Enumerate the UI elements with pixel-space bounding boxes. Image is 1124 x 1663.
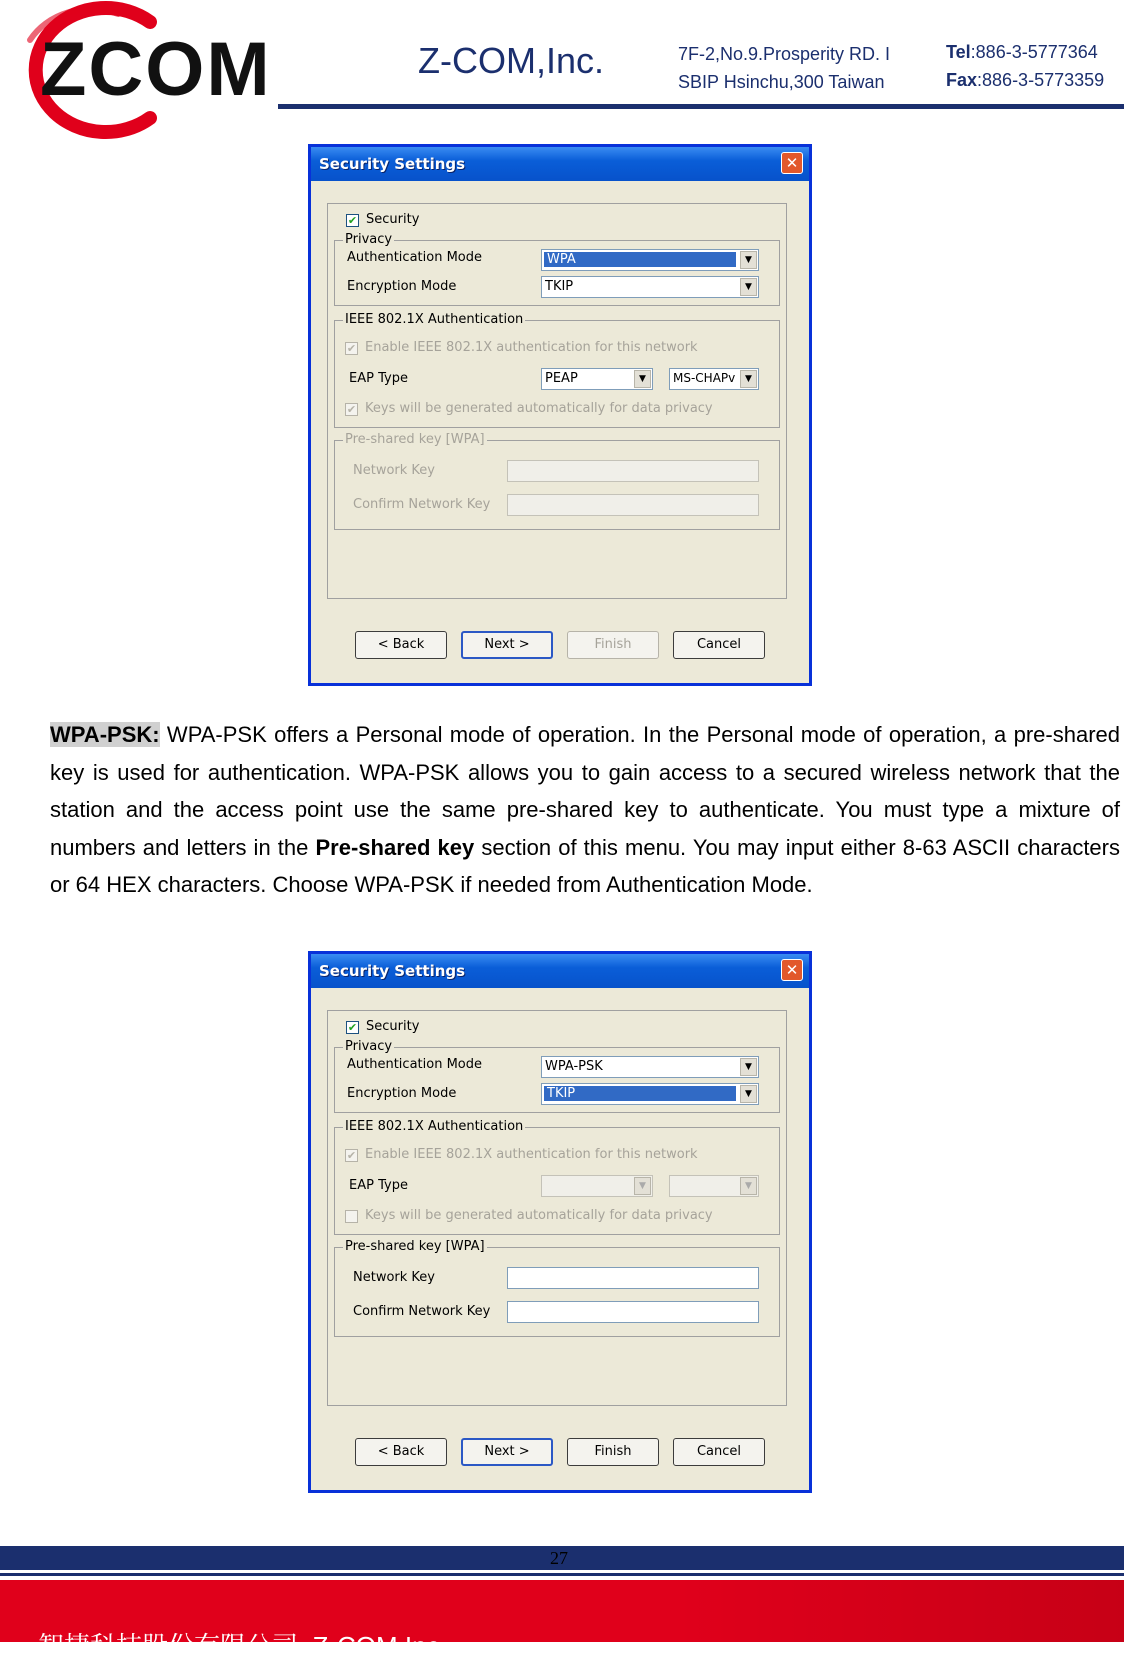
- footer-red-band: [0, 1580, 1124, 1661]
- chevron-down-icon[interactable]: ▼: [634, 1177, 651, 1195]
- address-line-2: SBIP Hsinchu,300 Taiwan: [678, 72, 885, 92]
- close-icon[interactable]: ✕: [781, 152, 803, 174]
- keys-auto-checkbox[interactable]: [345, 1210, 358, 1223]
- cancel-button[interactable]: Cancel: [673, 1438, 765, 1466]
- encryption-mode-label: Encryption Mode: [347, 279, 457, 294]
- finish-button[interactable]: Finish: [567, 1438, 659, 1466]
- company-contact: [946, 38, 1104, 94]
- encryption-mode-select[interactable]: TKIP ▼: [541, 1083, 759, 1105]
- company-address: [678, 40, 890, 96]
- next-button[interactable]: Next >: [461, 1438, 553, 1466]
- eap-type-select[interactable]: [541, 1175, 653, 1197]
- security-label: Security: [366, 1019, 420, 1034]
- security-checkbox[interactable]: ✔: [347, 1021, 358, 1034]
- footer-rule: [0, 1573, 1124, 1576]
- security-settings-dialog-wpa-psk: [308, 951, 812, 1493]
- company-name: Z-COM,Inc.: [418, 40, 604, 81]
- privacy-group: [334, 1039, 780, 1113]
- security-label: Security: [366, 212, 420, 227]
- psk-legend: Pre-shared key [WPA]: [345, 432, 485, 447]
- privacy-legend: Privacy: [345, 1039, 393, 1054]
- settings-panel: [327, 1010, 787, 1406]
- encryption-mode-label: Encryption Mode: [347, 1086, 457, 1101]
- chevron-down-icon[interactable]: ▼: [740, 370, 757, 388]
- enable-ieee-label: Enable IEEE 802.1X authentication for this network: [365, 340, 698, 355]
- chevron-down-icon[interactable]: ▼: [740, 1058, 757, 1076]
- header-divider: [278, 104, 1124, 109]
- keys-auto-label: Keys will be generated automatically for data privacy: [365, 401, 713, 416]
- encryption-mode-select[interactable]: TKIP ▼: [541, 276, 759, 298]
- enable-ieee-checkbox[interactable]: ✔: [346, 342, 357, 355]
- auth-mode-select[interactable]: WPA-PSK ▼: [541, 1056, 759, 1078]
- back-button[interactable]: < Back: [355, 631, 447, 659]
- cancel-button[interactable]: Cancel: [673, 631, 765, 659]
- confirm-key-input[interactable]: [507, 1301, 759, 1323]
- ieee-legend: IEEE 802.1X Authentication: [345, 312, 524, 327]
- privacy-legend: Privacy: [345, 232, 393, 247]
- tel-line: Tel:886-3-5777364: [946, 42, 1098, 62]
- settings-panel: [327, 203, 787, 599]
- chevron-down-icon[interactable]: ▼: [740, 1177, 757, 1195]
- eap-inner-select[interactable]: [669, 1175, 759, 1197]
- dialog-title: Security Settings: [319, 962, 466, 980]
- ieee-8021x-group: [334, 312, 780, 428]
- keys-auto-label: Keys will be generated automatically for data privacy: [365, 1208, 713, 1223]
- address-line-1: 7F-2,No.9.Prosperity RD. I: [678, 44, 891, 64]
- network-key-input[interactable]: [507, 460, 759, 482]
- back-button[interactable]: < Back: [355, 1438, 447, 1466]
- chevron-down-icon[interactable]: ▼: [740, 251, 757, 269]
- dialog-titlebar: [311, 954, 809, 988]
- ieee-legend: IEEE 802.1X Authentication: [345, 1119, 524, 1134]
- enable-ieee-checkbox[interactable]: ✔: [346, 1149, 357, 1162]
- confirm-key-input[interactable]: [507, 494, 759, 516]
- auth-mode-label: Authentication Mode: [347, 250, 482, 265]
- footer-company: 智捷科技股份有限公司 Z-COM,Inc.: [38, 1631, 447, 1661]
- auth-mode-label: Authentication Mode: [347, 1057, 482, 1072]
- zcom-logo-text: ZCOM: [40, 27, 272, 112]
- privacy-group: [334, 232, 780, 306]
- network-key-label: Network Key: [353, 1270, 435, 1285]
- eap-type-label: EAP Type: [349, 1178, 408, 1193]
- close-icon[interactable]: ✕: [781, 959, 803, 981]
- chevron-down-icon[interactable]: ▼: [740, 278, 757, 296]
- wpa-psk-description: WPA-PSK: WPA-PSK offers a Personal mode of operation. In the Personal mode of operation, a pre-shared key is used for authentication. WPA-PSK allows you to gain access to a secured wireless network that the station and the access point use the same pre-shared key to authenticate. You must type a mixture of numbers and letters in the Pre-shared key section of this menu. You may input either 8-63 ASCII characters or 64 HEX characters. Choose WPA-PSK if needed from Authentication Mode.: [50, 722, 1120, 897]
- security-settings-dialog-wpa: [308, 144, 812, 686]
- eap-type-select[interactable]: PEAP ▼: [541, 368, 653, 390]
- pre-shared-key-emphasis: Pre-shared key: [315, 834, 475, 860]
- finish-button[interactable]: Finish: [567, 631, 659, 659]
- confirm-key-label: Confirm Network Key: [353, 497, 491, 512]
- ieee-8021x-group: [334, 1119, 780, 1235]
- psk-group: [334, 432, 780, 530]
- enable-ieee-label: Enable IEEE 802.1X authentication for this network: [365, 1147, 698, 1162]
- network-key-input[interactable]: [507, 1267, 759, 1289]
- dialog-titlebar: [311, 147, 809, 181]
- network-key-label: Network Key: [353, 463, 435, 478]
- chevron-down-icon[interactable]: ▼: [634, 370, 651, 388]
- page-number: 27: [550, 1548, 568, 1568]
- chevron-down-icon[interactable]: ▼: [740, 1085, 757, 1103]
- confirm-key-label: Confirm Network Key: [353, 1304, 491, 1319]
- page-header: [0, 0, 1124, 140]
- wpa-psk-term: WPA-PSK:: [50, 722, 160, 747]
- psk-group: [334, 1239, 780, 1337]
- dialog-title: Security Settings: [319, 155, 466, 173]
- security-checkbox[interactable]: ✔: [347, 214, 358, 227]
- next-button[interactable]: Next >: [461, 631, 553, 659]
- keys-auto-checkbox[interactable]: ✔: [346, 403, 357, 416]
- psk-legend: Pre-shared key [WPA]: [345, 1239, 485, 1254]
- eap-inner-select[interactable]: MS-CHAPv ▼: [669, 368, 759, 390]
- page-footer: [0, 1546, 1124, 1661]
- fax-line: Fax:886-3-5773359: [946, 70, 1105, 90]
- eap-type-label: EAP Type: [349, 371, 408, 386]
- auth-mode-select[interactable]: WPA ▼: [541, 249, 759, 271]
